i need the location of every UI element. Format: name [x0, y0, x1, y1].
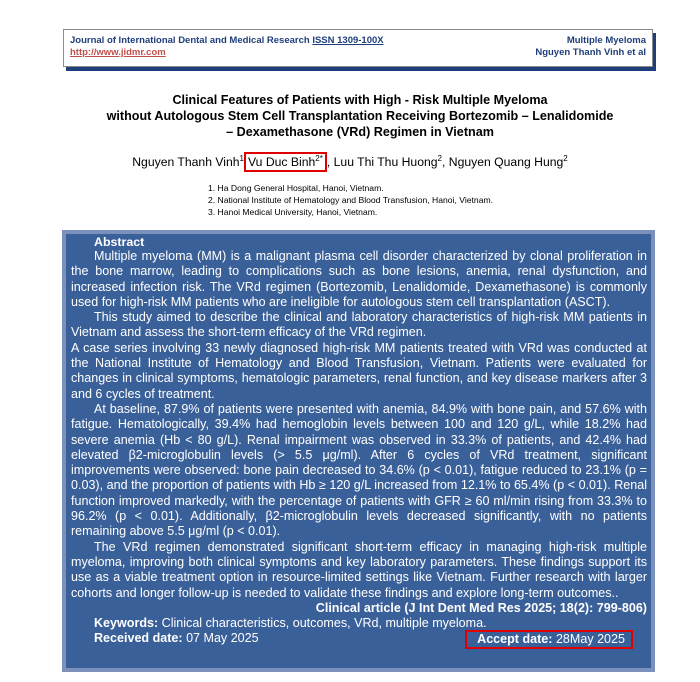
title-line-1: Clinical Features of Patients with High - Risk Multiple Myeloma — [172, 93, 548, 107]
title-line-3: – Dexamethasone (VRd) Regimen in Vietnam — [226, 125, 494, 139]
journal-issn: ISSN 1309-100X — [312, 35, 384, 46]
received-date — [94, 631, 259, 646]
keywords-line — [94, 616, 647, 631]
author-4: Nguyen Quang Hung — [448, 155, 564, 169]
author-2-highlight — [244, 152, 327, 172]
affiliation-3: 3. Hanoi Medical University, Hanoi, Vietnam. — [208, 207, 378, 217]
author-list: Nguyen Thanh Vinh$^1$ Vu Duc Binh$^{2*}$ , Luu Thi Thu Huong$^2$, Nguyen Quang Hung$^2$ — [0, 151, 700, 170]
abstract-paragraph-3: A case series involving 33 newly diagnosed high-risk MM patients treated with VRd was conducted at the National Institute of Hematology and Blood Transfusion, Vietnam. Patients were evaluated for changes in clinical symptoms, hematologic parameters, renal function, and key disease markers after 3 and 6 cycles of treatment. — [71, 340, 647, 401]
author-4-sup: 2 — [563, 154, 568, 163]
author-1-sup: 1 — [239, 154, 244, 163]
affiliation-2: 2. National Institute of Hematology and Blood Transfusion, Hanoi, Vietnam. — [208, 195, 494, 205]
author-2: Vu Duc Binh — [248, 155, 316, 169]
running-head — [535, 35, 646, 59]
accept-label: Accept date: — [477, 632, 553, 647]
accept-date-highlight — [465, 630, 633, 649]
abstract-box — [62, 230, 655, 672]
received-label: Received date: — [94, 631, 183, 646]
article-title — [60, 92, 660, 140]
journal-info — [70, 35, 384, 59]
title-line-2: without Autologous Stem Cell Transplantation Receiving Bortezomib – Lenalidomide — [106, 109, 614, 123]
journal-header — [63, 29, 653, 67]
abstract-paragraph-2: This study aimed to describe the clinical and laboratory characteristics of high-risk MM patients in Vietnam and assess the short-term efficacy of the VRd regimen. — [71, 310, 647, 340]
accept-value: 28May 2025 — [552, 632, 625, 647]
author-1: Nguyen Thanh Vinh — [132, 155, 240, 169]
abstract-paragraph-5: The VRd regimen demonstrated significant short-term efficacy in managing high-risk multiple myeloma, improving both clinical symptoms and key laboratory parameters. These findings support its use as a viable treatment option in resource-limited settings like Vietnam. Further research with larger cohorts and longer follow-up is needed to validate these findings and explore long-term outcomes.. — [71, 539, 647, 600]
author-3-sup: 2 — [437, 154, 442, 163]
dates-row — [71, 631, 647, 649]
keywords-label: Keywords: — [94, 616, 159, 631]
abstract-paragraph-1: Multiple myeloma (MM) is a malignant plasma cell disorder characterized by clonal proliferation in the bone marrow, leading to complications such as bone lesions, anemia, renal dysfunction, and increased infection risk. The VRd regimen (Bortezomib, Lenalidomide, Dexamethasone) is commonly used for high-risk MM patients who are ineligible for autologous stem cell transplantation (ASCT). — [71, 249, 647, 309]
author-3: Luu Thi Thu Huong — [333, 155, 438, 169]
running-topic: Multiple Myeloma — [566, 35, 646, 46]
running-authors: Nguyen Thanh Vinh et al — [535, 47, 646, 58]
abstract-heading: Abstract — [94, 235, 145, 249]
affiliation-list — [208, 182, 493, 218]
author-2-sup: 2* — [315, 154, 323, 163]
abstract-paragraph-4: At baseline, 87.9% of patients were presented with anemia, 84.9% with bone pain, and 57.6% with fatigue. Hematologically, 39.4% had hemoglobin levels between 100 and 120 g/L, while 18.2% had severe anemia (Hb < 80 g/L). Renal impairment was observed in 33.3% of patients, and 42.4% had elevated β2-microglobulin levels (> 5.5 μg/ml). After 6 cycles of VRd treatment, significant improvements were observed: bone pain decreased to 34.6% (p < 0.01), fatigue reduced to 23.1% (p = 0.03), and the proportion of patients with Hb ≥ 120 g/L increased from 12.1% to 65.4% (p < 0.01). Renal function improved markedly, with the percentage of patients with GFR ≥ 60 ml/min rising from 33.3% to 96.2% (p < 0.01). Additionally, β2-microglobulin levels decreased significantly, with no patients remaining above 5.5 μg/ml (p < 0.01). — [71, 401, 647, 539]
citation-line: Clinical article (J Int Dent Med Res 2025; 18(2): 799-806) — [315, 600, 647, 615]
received-value: 07 May 2025 — [182, 631, 259, 646]
journal-name: Journal of International Dental and Medical Research — [70, 35, 310, 46]
keywords-text: Clinical characteristics, outcomes, VRd, multiple myeloma. — [158, 616, 487, 631]
affiliation-1: 1. Ha Dong General Hospital, Hanoi, Vietnam. — [208, 183, 384, 193]
journal-url-link[interactable]: http://www.jidmr.com — [70, 47, 166, 58]
